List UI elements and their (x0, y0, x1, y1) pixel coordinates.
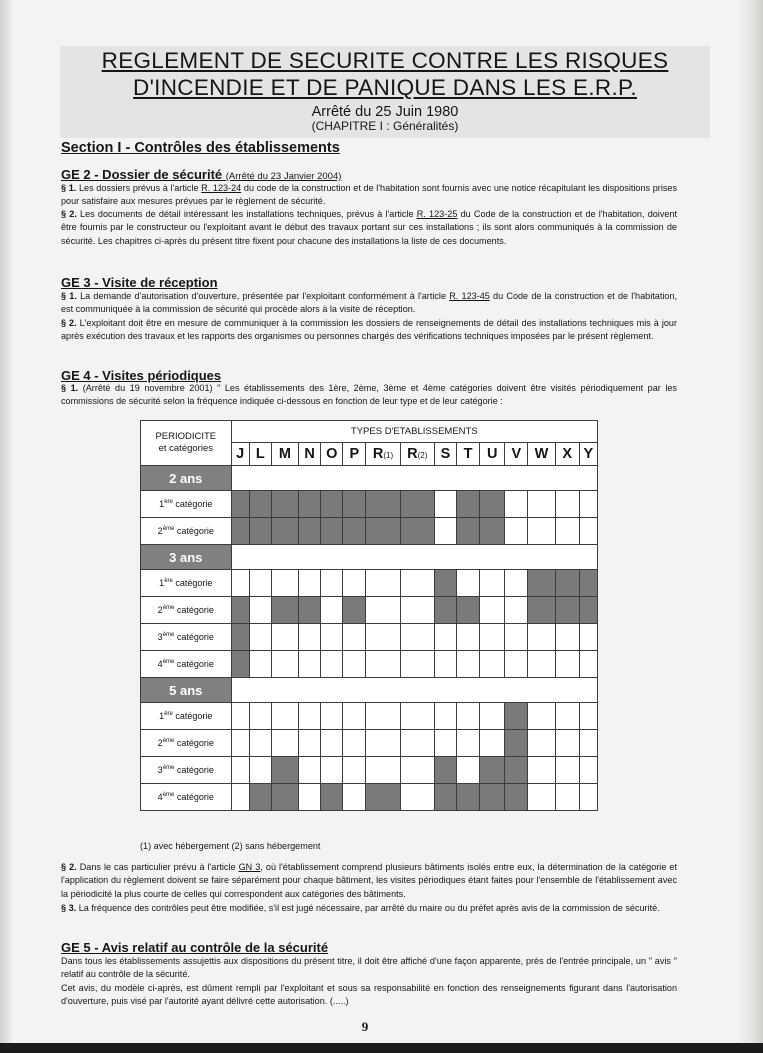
visit-required-cell (321, 518, 343, 545)
ge2-p2-ref: R. 123-25 (416, 209, 458, 219)
category-ordinal: ème (162, 605, 175, 611)
category-label (141, 570, 232, 597)
visit-empty-cell (400, 570, 434, 597)
types-header: TYPES D'ETABLISSEMENTS (231, 421, 597, 443)
visit-empty-cell (249, 624, 271, 651)
visit-required-cell (271, 518, 298, 545)
category-word: catégorie (174, 738, 214, 748)
visit-empty-cell (343, 570, 366, 597)
page-number: 9 (361, 1019, 369, 1034)
visit-empty-cell (343, 651, 366, 678)
visit-empty-cell (400, 651, 434, 678)
visit-required-cell (528, 570, 555, 597)
page-right-edge (737, 0, 763, 1053)
visit-empty-cell (400, 624, 434, 651)
category-word: catégorie (172, 578, 213, 588)
visit-empty-cell (366, 730, 400, 757)
visit-empty-cell (528, 491, 555, 518)
visit-empty-cell (366, 570, 400, 597)
type-letter: O (326, 446, 338, 462)
type-header-11 (505, 443, 528, 466)
ge2-paragraph-2 (61, 208, 677, 248)
ge2-paragraph-1 (61, 182, 677, 209)
visit-required-cell (434, 757, 456, 784)
visit-required-cell (299, 491, 321, 518)
ge4-p1-text: (Arrêté du 19 novembre 2001) " Les établissements des 1ère, 2ème, 3ème et 4ème catégories doivent être visités périodiquement par les commissions de sécurité selon la fréquence indiquée ci-dessous en fonction de leur type et de leur catégorie : (61, 383, 677, 407)
visit-required-cell (231, 624, 249, 651)
ge4-p3-text: La fréquence des contrôles peut être modifiée, s'il est jugé nécessaire, par arrêté du maire ou du préfet après avis de la commission de sécurité. (76, 903, 660, 913)
visit-empty-cell (400, 784, 434, 811)
type-letter: L (255, 446, 265, 462)
ge4-p1-num: § 1. (61, 383, 79, 393)
type-header-4 (321, 443, 343, 466)
visit-empty-cell (249, 651, 271, 678)
visit-required-cell (249, 518, 271, 545)
category-number: 3 (157, 632, 163, 642)
visit-empty-cell (555, 624, 579, 651)
ge3-paragraph-2 (61, 317, 677, 344)
visit-required-cell (271, 597, 298, 624)
visit-required-cell (249, 491, 271, 518)
visit-empty-cell (480, 730, 505, 757)
visit-required-cell (400, 518, 434, 545)
visit-empty-cell (299, 703, 321, 730)
visit-empty-cell (579, 624, 597, 651)
ge2-heading-text: GE 2 - Dossier de sécurité (61, 167, 223, 182)
category-ordinal: ère (164, 499, 173, 505)
periodicity-label: PERIODICITE (155, 431, 217, 442)
type-note: (1) (383, 451, 394, 460)
visit-empty-cell (343, 624, 366, 651)
visit-empty-cell (271, 570, 298, 597)
ge2-p1-num: § 1. (61, 183, 77, 193)
category-number: 4 (157, 792, 163, 802)
type-letter: R (407, 446, 418, 462)
periodicity-header (141, 421, 232, 466)
category-label (141, 597, 232, 624)
category-number: 2 (157, 738, 163, 748)
category-label (141, 518, 232, 545)
category-ordinal: ème (162, 765, 175, 771)
visit-empty-cell (434, 624, 456, 651)
type-letter: R (372, 446, 384, 462)
period-band-label: 5 ans (141, 678, 232, 703)
category-label (141, 651, 232, 678)
category-ordinal: ème (162, 659, 175, 665)
visit-required-cell (271, 491, 298, 518)
visit-empty-cell (457, 757, 480, 784)
category-label (141, 491, 232, 518)
visit-empty-cell (555, 784, 579, 811)
visit-empty-cell (528, 703, 555, 730)
title-line-2: D'INCENDIE ET DE PANIQUE DANS LES E.R.P. (133, 75, 637, 100)
visit-required-cell (366, 491, 400, 518)
visit-empty-cell (528, 651, 555, 678)
visit-empty-cell (480, 597, 505, 624)
page-left-edge (0, 0, 14, 1053)
visit-required-cell (457, 518, 480, 545)
type-header-14 (579, 443, 597, 466)
category-ordinal: ème (162, 792, 175, 798)
visit-empty-cell (480, 651, 505, 678)
visit-required-cell (271, 784, 298, 811)
visit-empty-cell (579, 703, 597, 730)
visit-empty-cell (505, 518, 528, 545)
visit-empty-cell (299, 757, 321, 784)
visit-empty-cell (299, 570, 321, 597)
visit-required-cell (480, 518, 505, 545)
type-header-5 (343, 443, 366, 466)
visit-required-cell (579, 597, 597, 624)
visit-required-cell (434, 784, 456, 811)
visit-required-cell (343, 491, 366, 518)
type-header-7 (400, 443, 434, 466)
visit-required-cell (366, 784, 400, 811)
visit-required-cell (249, 784, 271, 811)
type-letter: V (511, 446, 522, 462)
category-row (141, 570, 598, 597)
ge4-paragraph-3 (61, 902, 677, 915)
visit-required-cell (555, 570, 579, 597)
category-ordinal: ère (164, 711, 173, 717)
category-number: 1 (159, 711, 165, 721)
category-number: 3 (157, 765, 163, 775)
ge4-heading: GE 4 - Visites périodiques (61, 368, 222, 383)
visit-empty-cell (249, 597, 271, 624)
visit-empty-cell (271, 703, 298, 730)
visit-required-cell (321, 784, 343, 811)
visit-empty-cell (299, 784, 321, 811)
visit-empty-cell (343, 784, 366, 811)
category-label (141, 757, 232, 784)
ge4-p2-text-a: Dans le cas particulier prévu à l'article (76, 862, 239, 872)
ge2-p1-ref: R. 123-24 (201, 183, 242, 193)
visit-required-cell (400, 491, 434, 518)
visit-empty-cell (366, 597, 400, 624)
category-label (141, 624, 232, 651)
visit-empty-cell (480, 624, 505, 651)
visit-empty-cell (434, 651, 456, 678)
type-letter: N (304, 446, 315, 462)
visit-required-cell (528, 597, 555, 624)
category-row (141, 624, 598, 651)
ge2-p2-num: § 2. (61, 209, 77, 219)
period-band-row (141, 466, 598, 491)
category-row (141, 651, 598, 678)
section-title: Section I - Contrôles des établissements (61, 140, 340, 156)
category-ordinal: ème (162, 738, 175, 744)
ge2-p2-text-b: du Code de la construction et de l'habitation, doivent être fournis par le constructeur ou l'exploitant avant le début des travaux portant sur ces installations ; ils sont alors communiqués à la commission de sécurité. Les chapitres ci-après du présent titre fixent pour chacune des installations la liste de ces documents. (61, 209, 678, 246)
visit-empty-cell (400, 597, 434, 624)
ge2-p1-text-a: Les dossiers prévus à l'article (76, 183, 202, 193)
visit-empty-cell (434, 703, 456, 730)
ge4-paragraph-1 (61, 382, 677, 409)
visit-empty-cell (528, 784, 555, 811)
ge3-heading: GE 3 - Visite de réception (61, 275, 218, 290)
visit-empty-cell (457, 651, 480, 678)
ge5-paragraph-2: Cet avis, du modèle ci-après, est dûment rempli par l'exploitant et sous sa responsabilité en fonction des renseignements figurant dans l'autorisation d'ouverture, puis visé par l'autorité ayant délivré cette autorisation. (.....) (61, 983, 677, 1007)
visit-empty-cell (343, 703, 366, 730)
visit-empty-cell (249, 703, 271, 730)
category-number: 2 (157, 605, 163, 615)
category-row (141, 730, 598, 757)
visit-required-cell (231, 651, 249, 678)
ge2-p1-text-b: du code de la construction et de l'habitation sont fournis avec une notice récapitulant les dispositions prises pour satisfaire aux mesures prévues par le règlement de sécurité. (61, 183, 677, 207)
visit-required-cell (321, 491, 343, 518)
category-word: catégorie (174, 605, 214, 615)
type-header-3 (299, 443, 321, 466)
inspection-frequency-table (140, 420, 598, 811)
categories-label: et catégories (158, 443, 213, 454)
visit-empty-cell (400, 757, 434, 784)
visit-empty-cell (480, 570, 505, 597)
type-letter: W (534, 446, 549, 462)
category-number: 1 (159, 578, 165, 588)
type-letter: P (349, 446, 360, 462)
visit-empty-cell (434, 518, 456, 545)
category-word: catégorie (174, 659, 214, 669)
title-line-1: REGLEMENT DE SECURITE CONTRE LES RISQUES (101, 48, 669, 73)
visit-required-cell (457, 491, 480, 518)
visit-empty-cell (343, 757, 366, 784)
type-note: (2) (417, 451, 428, 460)
type-header-10 (480, 443, 505, 466)
visit-required-cell (343, 518, 366, 545)
category-word: catégorie (174, 526, 214, 536)
visit-required-cell (231, 597, 249, 624)
visit-empty-cell (555, 757, 579, 784)
type-header-9 (457, 443, 480, 466)
visit-empty-cell (366, 703, 400, 730)
visit-empty-cell (457, 570, 480, 597)
visit-empty-cell (457, 730, 480, 757)
visit-required-cell (579, 570, 597, 597)
visit-required-cell (480, 491, 505, 518)
ge4-p2-text-b: , où l'établissement comprend plusieurs bâtiments isolés entre eux, la détermination de la catégorie et l'application du règlement doivent se faire séparément pour chaque bâtiment, les visites périodiques étant faites pour l'ensemble de l'établissement avec la périodicité la plus courte de celles qui correspondent aux catégories des bâtiments. (61, 862, 677, 899)
chapter-label: (CHAPITRE I : Généralités) (311, 119, 459, 133)
visit-empty-cell (299, 651, 321, 678)
ge5-heading: GE 5 - Avis relatif au contrôle de la sécurité (61, 940, 329, 955)
visit-empty-cell (321, 757, 343, 784)
type-letter: T (463, 446, 473, 462)
category-row (141, 757, 598, 784)
visit-empty-cell (528, 730, 555, 757)
visit-empty-cell (579, 651, 597, 678)
visit-empty-cell (457, 703, 480, 730)
period-band-spacer (231, 466, 597, 491)
category-row (141, 703, 598, 730)
visit-empty-cell (231, 757, 249, 784)
category-row (141, 518, 598, 545)
visit-empty-cell (400, 703, 434, 730)
table-footnote: (1) avec hébergement (2) sans hébergement (140, 841, 321, 851)
category-ordinal: ère (164, 578, 173, 584)
category-ordinal: ème (162, 526, 175, 532)
visit-empty-cell (579, 730, 597, 757)
category-word: catégorie (174, 632, 214, 642)
visit-empty-cell (400, 730, 434, 757)
visit-empty-cell (528, 624, 555, 651)
visit-empty-cell (271, 624, 298, 651)
category-label (141, 703, 232, 730)
visit-empty-cell (579, 491, 597, 518)
visit-empty-cell (321, 703, 343, 730)
category-label (141, 784, 232, 811)
visit-empty-cell (249, 757, 271, 784)
period-band-label: 3 ans (141, 545, 232, 570)
category-ordinal: ème (162, 632, 175, 638)
type-letter: S (440, 446, 451, 462)
visit-empty-cell (434, 730, 456, 757)
visit-required-cell (555, 597, 579, 624)
visit-empty-cell (555, 730, 579, 757)
category-word: catégorie (174, 765, 214, 775)
category-row (141, 597, 598, 624)
visit-required-cell (231, 518, 249, 545)
ge4-p3-num: § 3. (61, 903, 77, 913)
visit-required-cell (480, 757, 505, 784)
visit-empty-cell (505, 651, 528, 678)
visit-empty-cell (505, 624, 528, 651)
visit-empty-cell (321, 624, 343, 651)
visit-required-cell (434, 570, 456, 597)
period-band-spacer (231, 545, 597, 570)
ge2-p2-text-a: Les documents de détail intéressant les installations techniques, prévus à l'article (76, 209, 417, 219)
visit-required-cell (505, 730, 528, 757)
type-header-1 (249, 443, 271, 466)
category-number: 2 (157, 526, 163, 536)
type-header-12 (528, 443, 555, 466)
ge3-p1-ref: R. 123-45 (449, 291, 490, 301)
category-row (141, 784, 598, 811)
visit-empty-cell (231, 784, 249, 811)
ge4-p2-num: § 2. (61, 862, 77, 872)
visit-empty-cell (321, 651, 343, 678)
visit-empty-cell (321, 597, 343, 624)
visit-required-cell (366, 518, 400, 545)
visit-empty-cell (366, 651, 400, 678)
type-header-8 (434, 443, 456, 466)
visit-empty-cell (528, 757, 555, 784)
type-letter: X (562, 446, 573, 462)
visit-required-cell (271, 757, 298, 784)
page-bottom-edge (0, 1043, 763, 1053)
category-number: 4 (157, 659, 163, 669)
category-row (141, 491, 598, 518)
visit-required-cell (505, 784, 528, 811)
visit-required-cell (457, 784, 480, 811)
visit-empty-cell (505, 597, 528, 624)
visit-empty-cell (249, 570, 271, 597)
type-letter: Y (583, 446, 594, 462)
visit-empty-cell (579, 518, 597, 545)
visit-empty-cell (480, 703, 505, 730)
category-word: catégorie (172, 499, 213, 509)
period-band-spacer (231, 678, 597, 703)
ge5-paragraph-1: Dans tous les établissements assujettis aux dispositions du présent titre, il doit être affiché d'une façon apparente, près de l'entrée principale, un " avis " relatif au contrôle de la sécurité. (61, 956, 677, 980)
period-band-row (141, 678, 598, 703)
visit-required-cell (231, 491, 249, 518)
visit-empty-cell (528, 518, 555, 545)
visit-empty-cell (555, 491, 579, 518)
visit-empty-cell (555, 703, 579, 730)
visit-empty-cell (321, 730, 343, 757)
ge3-p1-num: § 1. (61, 291, 77, 301)
type-header-13 (555, 443, 579, 466)
visit-empty-cell (579, 784, 597, 811)
visit-empty-cell (299, 624, 321, 651)
category-word: catégorie (174, 792, 214, 802)
period-band-row (141, 545, 598, 570)
ge2-note: (Arrêté du 23 Janvier 2004) (225, 171, 342, 182)
visit-required-cell (434, 597, 456, 624)
visit-empty-cell (271, 730, 298, 757)
visit-required-cell (457, 597, 480, 624)
visit-required-cell (299, 597, 321, 624)
ge4-paragraph-2 (61, 861, 677, 901)
type-header-6 (366, 443, 400, 466)
visit-empty-cell (231, 570, 249, 597)
ge3-p2-text: L'exploitant doit être en mesure de communiquer à la commission les dossiers de renseignements de détail des installations techniques mis à jour après exécution des travaux et les rapports des organismes ou personnes chargés des vérifications techniques imposées par le présent règlement. (61, 318, 678, 342)
visit-empty-cell (271, 651, 298, 678)
visit-empty-cell (231, 730, 249, 757)
type-letter: J (236, 446, 245, 462)
ge3-p2-num: § 2. (61, 318, 77, 328)
category-number: 1 (159, 499, 165, 509)
visit-required-cell (480, 784, 505, 811)
ge3-p1-text-b: du Code de la construction et de l'habitation, est communiquée à la commission de sécurité qui procède alors à la visite de réception. (61, 291, 678, 315)
visit-empty-cell (457, 624, 480, 651)
ge3-p1-text-a: La demande d'autorisation d'ouverture, présentée par l'exploitant conformément à l'article (76, 291, 450, 301)
type-letter: M (278, 446, 291, 462)
visit-empty-cell (579, 757, 597, 784)
visit-empty-cell (299, 730, 321, 757)
visit-empty-cell (555, 651, 579, 678)
category-label (141, 730, 232, 757)
visit-empty-cell (231, 703, 249, 730)
type-letter: U (486, 446, 498, 462)
visit-required-cell (299, 518, 321, 545)
ge3-paragraph-1 (61, 290, 677, 317)
period-band-label: 2 ans (141, 466, 232, 491)
visit-required-cell (343, 597, 366, 624)
visit-required-cell (505, 703, 528, 730)
visit-empty-cell (505, 570, 528, 597)
decree-date: Arrêté du 25 Juin 1980 (311, 104, 459, 120)
visit-empty-cell (343, 730, 366, 757)
visit-empty-cell (505, 491, 528, 518)
visit-empty-cell (366, 757, 400, 784)
visit-empty-cell (249, 730, 271, 757)
visit-empty-cell (321, 570, 343, 597)
visit-empty-cell (434, 491, 456, 518)
visit-required-cell (505, 757, 528, 784)
ge4-p2-ref: GN 3 (238, 862, 261, 872)
type-header-0 (231, 443, 249, 466)
type-header-2 (271, 443, 298, 466)
visit-empty-cell (366, 624, 400, 651)
visit-empty-cell (555, 518, 579, 545)
category-word: catégorie (172, 711, 213, 721)
